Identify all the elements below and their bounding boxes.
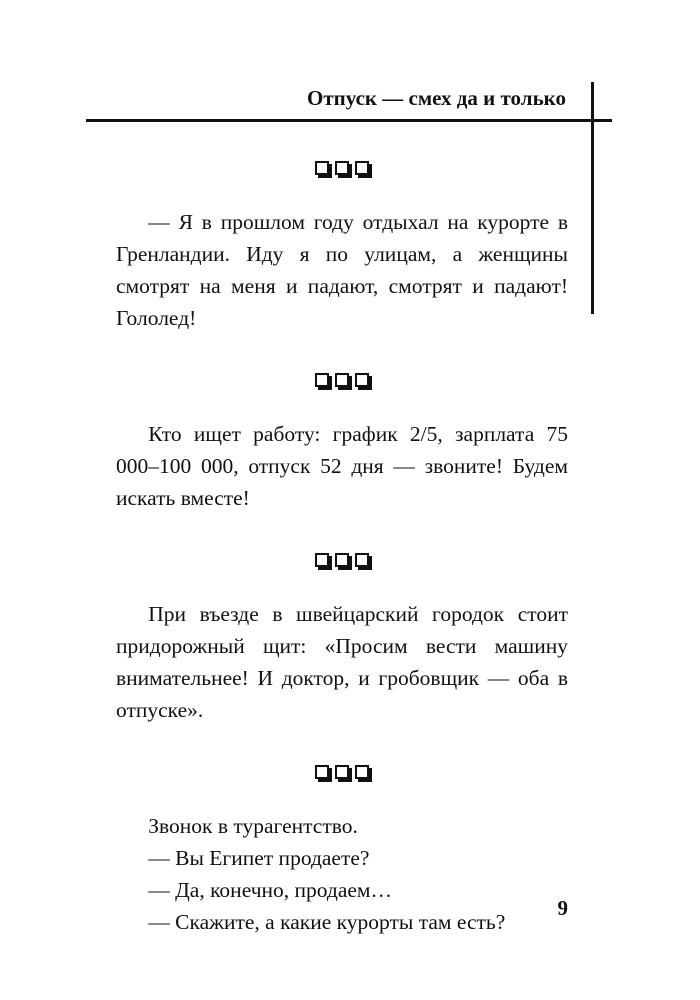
joke-paragraph: При въезде в швейцарский городок стоит придорожный щит: «Просим вести машину внимательнее! И доктор, и гробовщик — оба в отпуске». — [116, 602, 568, 722]
separator-box-icon — [335, 373, 349, 387]
separator-box-icon — [315, 765, 329, 779]
separator-box-icon — [335, 765, 349, 779]
separator-box-icon — [355, 553, 369, 567]
section-separator — [116, 746, 568, 798]
page-body — [116, 142, 568, 938]
section-separator — [116, 534, 568, 586]
joke-paragraph: — Я в прошлом году отдыхал на курорте в Гренландии. Иду я по улицам, а женщины смотрят на меня и падают, смотрят и падают! Гололед! — [116, 210, 568, 330]
dialog-line: — Скажите, а какие курорты там есть? — [148, 910, 506, 934]
running-title: Отпуск — смех да и только — [307, 86, 566, 110]
separator-box-icon — [355, 161, 369, 175]
separator-box-icon — [315, 161, 329, 175]
separator-box-icon — [335, 553, 349, 567]
section-separator — [116, 354, 568, 406]
separator-box-icon — [315, 553, 329, 567]
page-number: 9 — [557, 896, 568, 920]
header-rule — [86, 119, 612, 122]
separator-box-icon — [355, 765, 369, 779]
dialog-line: Звонок в турагентство. — [148, 814, 358, 838]
dialog-line: — Да, конечно, продаем… — [148, 878, 393, 902]
dialog-line: — Вы Египет продаете? — [148, 846, 370, 870]
joke-paragraph: Кто ищет работу: график 2/5, зарплата 75 000–100 000, отпуск 52 дня — звоните! Будем искать вместе! — [116, 422, 568, 510]
separator-box-icon — [315, 373, 329, 387]
side-rule — [591, 82, 594, 314]
joke-dialog — [116, 810, 568, 938]
section-separator — [116, 142, 568, 194]
separator-box-icon — [335, 161, 349, 175]
separator-box-icon — [355, 373, 369, 387]
